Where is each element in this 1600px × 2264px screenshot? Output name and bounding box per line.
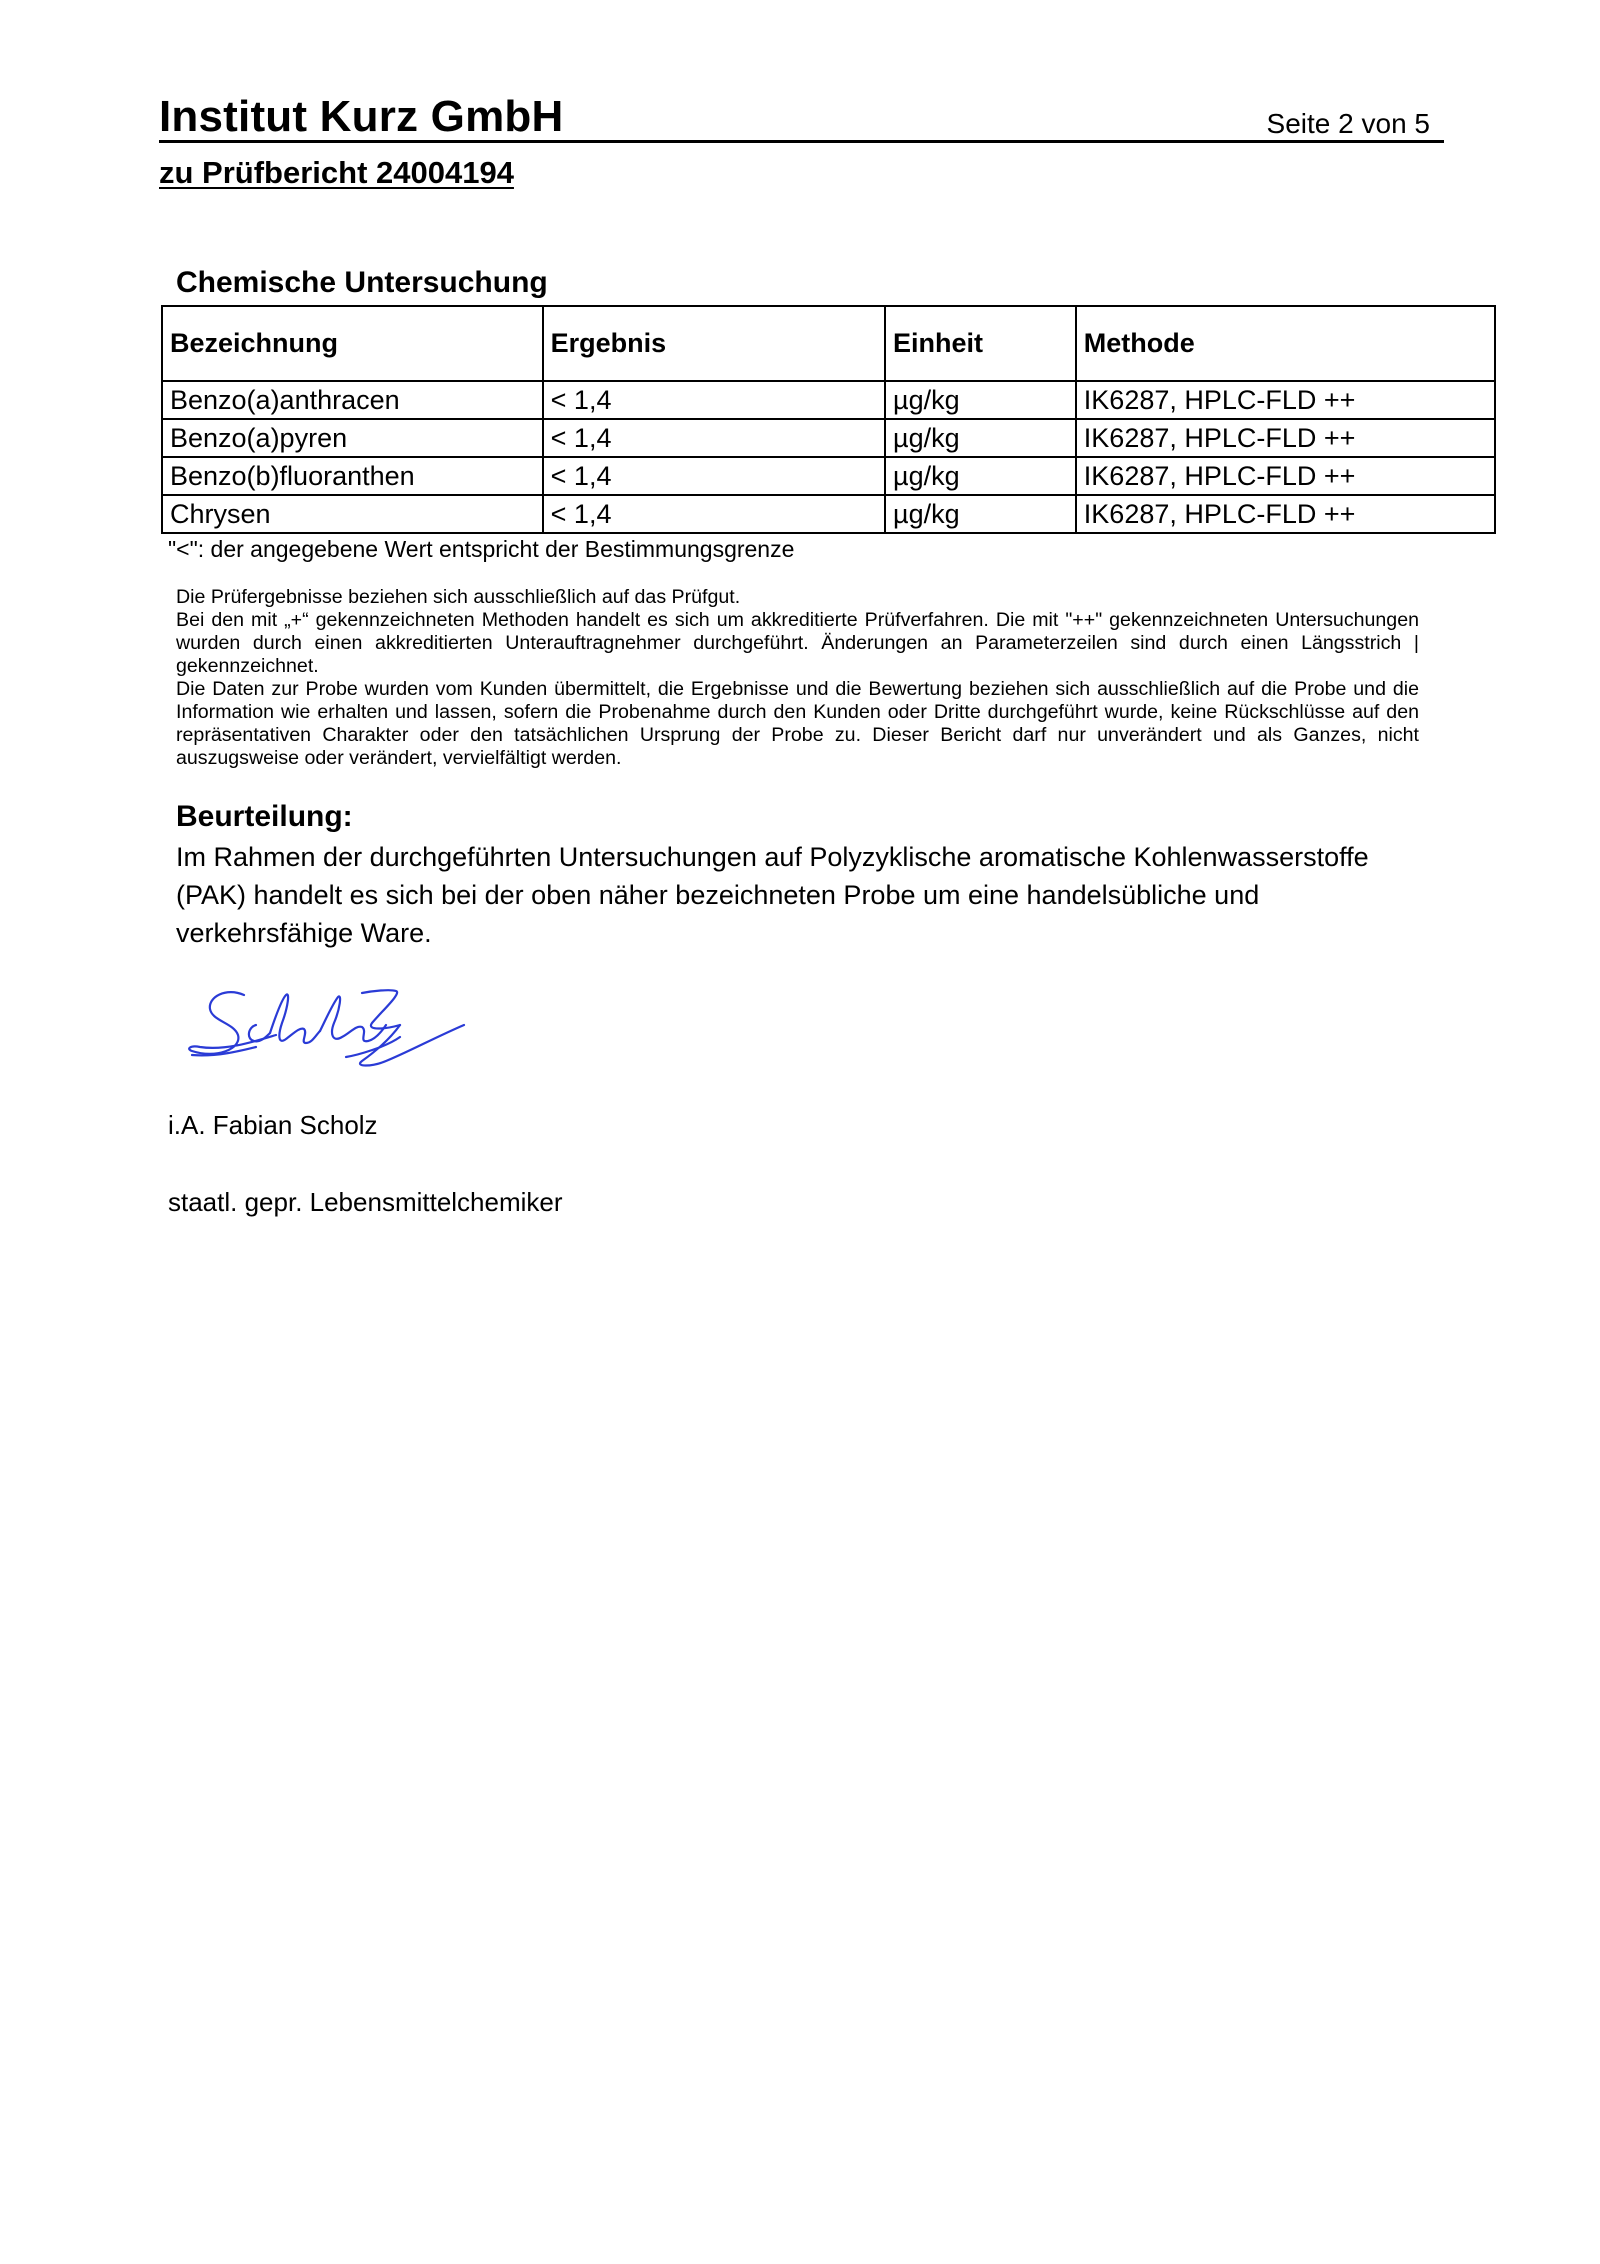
cell-unit: µg/kg [885,419,1076,457]
table-row [162,457,1495,495]
report-reference: zu Prüfbericht 24004194 [159,155,514,190]
handwritten-signature-icon [186,985,466,1095]
cell-unit: µg/kg [885,495,1076,533]
cell-result: < 1,4 [543,457,885,495]
cell-unit: µg/kg [885,381,1076,419]
cell-result: < 1,4 [543,495,885,533]
cell-designation: Benzo(a)anthracen [162,381,543,419]
cell-result: < 1,4 [543,419,885,457]
cell-designation: Chrysen [162,495,543,533]
cell-result: < 1,4 [543,381,885,419]
company-name: Institut Kurz GmbH [159,92,564,141]
limit-footnote: "<": der angegebene Wert entspricht der Bestimmungsgrenze [168,536,795,562]
column-header-unit: Einheit [885,306,1076,381]
table-header-row [162,306,1495,381]
table-row [162,419,1495,457]
cell-method: IK6287, HPLC-FLD ++ [1076,381,1495,419]
column-header-method: Methode [1076,306,1495,381]
column-header-designation: Bezeichnung [162,306,543,381]
cell-designation: Benzo(b)fluoranthen [162,457,543,495]
cell-method: IK6287, HPLC-FLD ++ [1076,495,1495,533]
column-header-result: Ergebnis [543,306,885,381]
table-row [162,495,1495,533]
signer-title: staatl. gepr. Lebensmittelchemiker [168,1187,563,1217]
signer-name: i.A. Fabian Scholz [168,1110,378,1140]
cell-designation: Benzo(a)pyren [162,419,543,457]
disclaimer-paragraph: Bei den mit „+“ gekennzeichneten Methoden handelt es sich um akkreditierte Prüfverfahren. Die mit "++" gekennzeichneten Untersuchungen wurden durch einen akkreditierten Unterauftragnehmer durchgeführt. Änderungen an Parameterzeilen sind durch einen Längsstrich | gekennzeichnet. [176,609,1419,677]
assessment-heading: Beurteilung: [176,800,353,833]
cell-unit: µg/kg [885,457,1076,495]
disclaimer-text [176,586,1419,770]
assessment-text: Im Rahmen der durchgeführten Untersuchungen auf Polyzyklische aromatische Kohlenwasserstoffe (PAK) handelt es sich bei der oben näher bezeichneten Probe um eine handelsübliche und verkehrsfähige Ware. [176,842,1369,948]
table-row [162,381,1495,419]
page-number: Seite 2 von 5 [1266,108,1430,139]
disclaimer-paragraph: Die Daten zur Probe wurden vom Kunden übermittelt, die Ergebnisse und die Bewertung beziehen sich ausschließlich auf die Probe und die Information wie erhalten und lassen, sofern die Probenahme durch den Kunden oder Dritte durchgeführt wurde, keine Rückschlüsse auf den repräsentativen Charakter oder den tatsächlichen Ursprung der Probe zu. Dieser Bericht darf nur unverändert und als Ganzes, nicht auszugsweise oder verändert, vervielfältigt werden. [176,678,1419,769]
cell-method: IK6287, HPLC-FLD ++ [1076,457,1495,495]
section-title: Chemische Untersuchung [176,266,548,299]
disclaimer-paragraph: Die Prüfergebnisse beziehen sich ausschließlich auf das Prüfgut. [176,586,741,608]
cell-method: IK6287, HPLC-FLD ++ [1076,419,1495,457]
page-header [159,88,1444,143]
results-table [161,305,1496,534]
